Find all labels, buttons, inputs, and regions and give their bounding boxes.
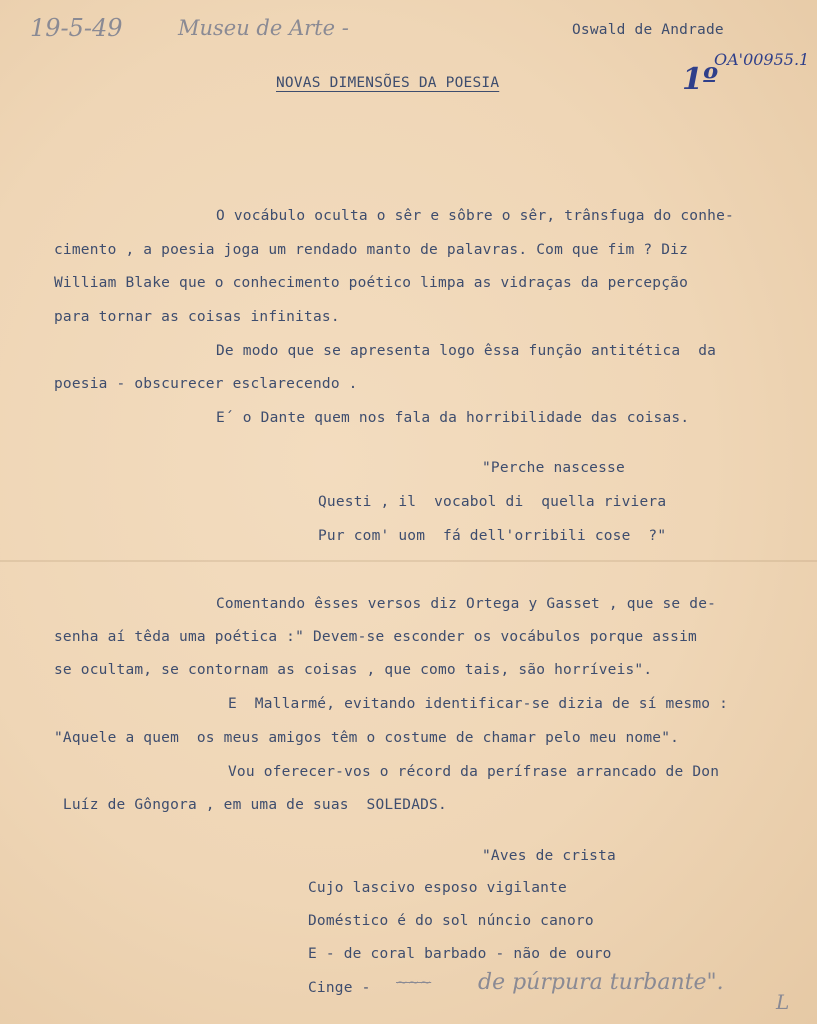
museum-note: Museu de Arte - — [178, 16, 349, 40]
paper-fold — [0, 560, 817, 562]
p4-line-1: Comentando êsses versos diz Ortega y Gasset , que se de- — [216, 596, 717, 612]
page-number: 1º — [682, 62, 718, 97]
quote2-line-3: Doméstico é do sol núncio canoro — [308, 913, 594, 929]
p2-line-2: poesia - obscurecer esclarecendo . — [54, 376, 358, 392]
page-title: NOVAS DIMENSÕES DA POESIA — [276, 75, 500, 91]
crossed-out-word: ~~~ — [396, 975, 432, 991]
quote2-line-1: "Aves de crista — [482, 848, 616, 864]
corner-mark: L — [776, 990, 790, 1014]
quote1-line-2: Questi , il vocabol di quella riviera — [318, 494, 667, 510]
p1-line-2: cimento , a poesia joga um rendado manto de palavras. Com que fim ? Diz — [54, 242, 689, 258]
quote2-line-5-typed: Cinge - — [308, 980, 371, 996]
p4-line-2: senha aí têda uma poética :" Devem-se esconder os vocábulos porque assim — [54, 629, 697, 645]
p3-line: E´ o Dante quem nos fala da horribilidade das coisas. — [216, 410, 690, 426]
p5-line-2: "Aquele a quem os meus amigos têm o costume de chamar pelo meu nome". — [54, 730, 680, 746]
p2-line-1: De modo que se apresenta logo êssa função antitética da — [216, 343, 717, 359]
quote2-line-5-handwritten: de púrpura turbante". — [478, 970, 724, 995]
p1-line-1: O vocábulo oculta o sêr e sôbre o sêr, trânsfuga do conhe- — [216, 208, 734, 224]
author-name: Oswald de Andrade — [572, 22, 724, 38]
quote2-line-2: Cujo lascivo esposo vigilante — [308, 880, 567, 896]
p4-line-3: se ocultam, se contornam as coisas , que como tais, são horríveis". — [54, 662, 653, 678]
quote1-line-3: Pur com' uom fá dell'orribili cose ?" — [318, 528, 667, 544]
date-note: 19-5-49 — [30, 14, 123, 42]
quote2-line-4: E - de coral barbado - não de ouro — [308, 946, 612, 962]
p5-line-1: E Mallarmé, evitando identificar-se dizia de sí mesmo : — [228, 696, 729, 712]
p1-line-3: William Blake que o conhecimento poético limpa as vidraças da percepção — [54, 275, 689, 291]
p1-line-4: para tornar as coisas infinitas. — [54, 309, 340, 325]
p6-line-1: Vou oferecer-vos o récord da perífrase arrancado de Don — [228, 764, 720, 780]
archive-code: OA'00955.1 — [714, 50, 810, 69]
quote1-line-1: "Perche nascesse — [482, 460, 625, 476]
p6-line-2: Luíz de Gôngora , em uma de suas SOLEDADS. — [54, 797, 447, 813]
